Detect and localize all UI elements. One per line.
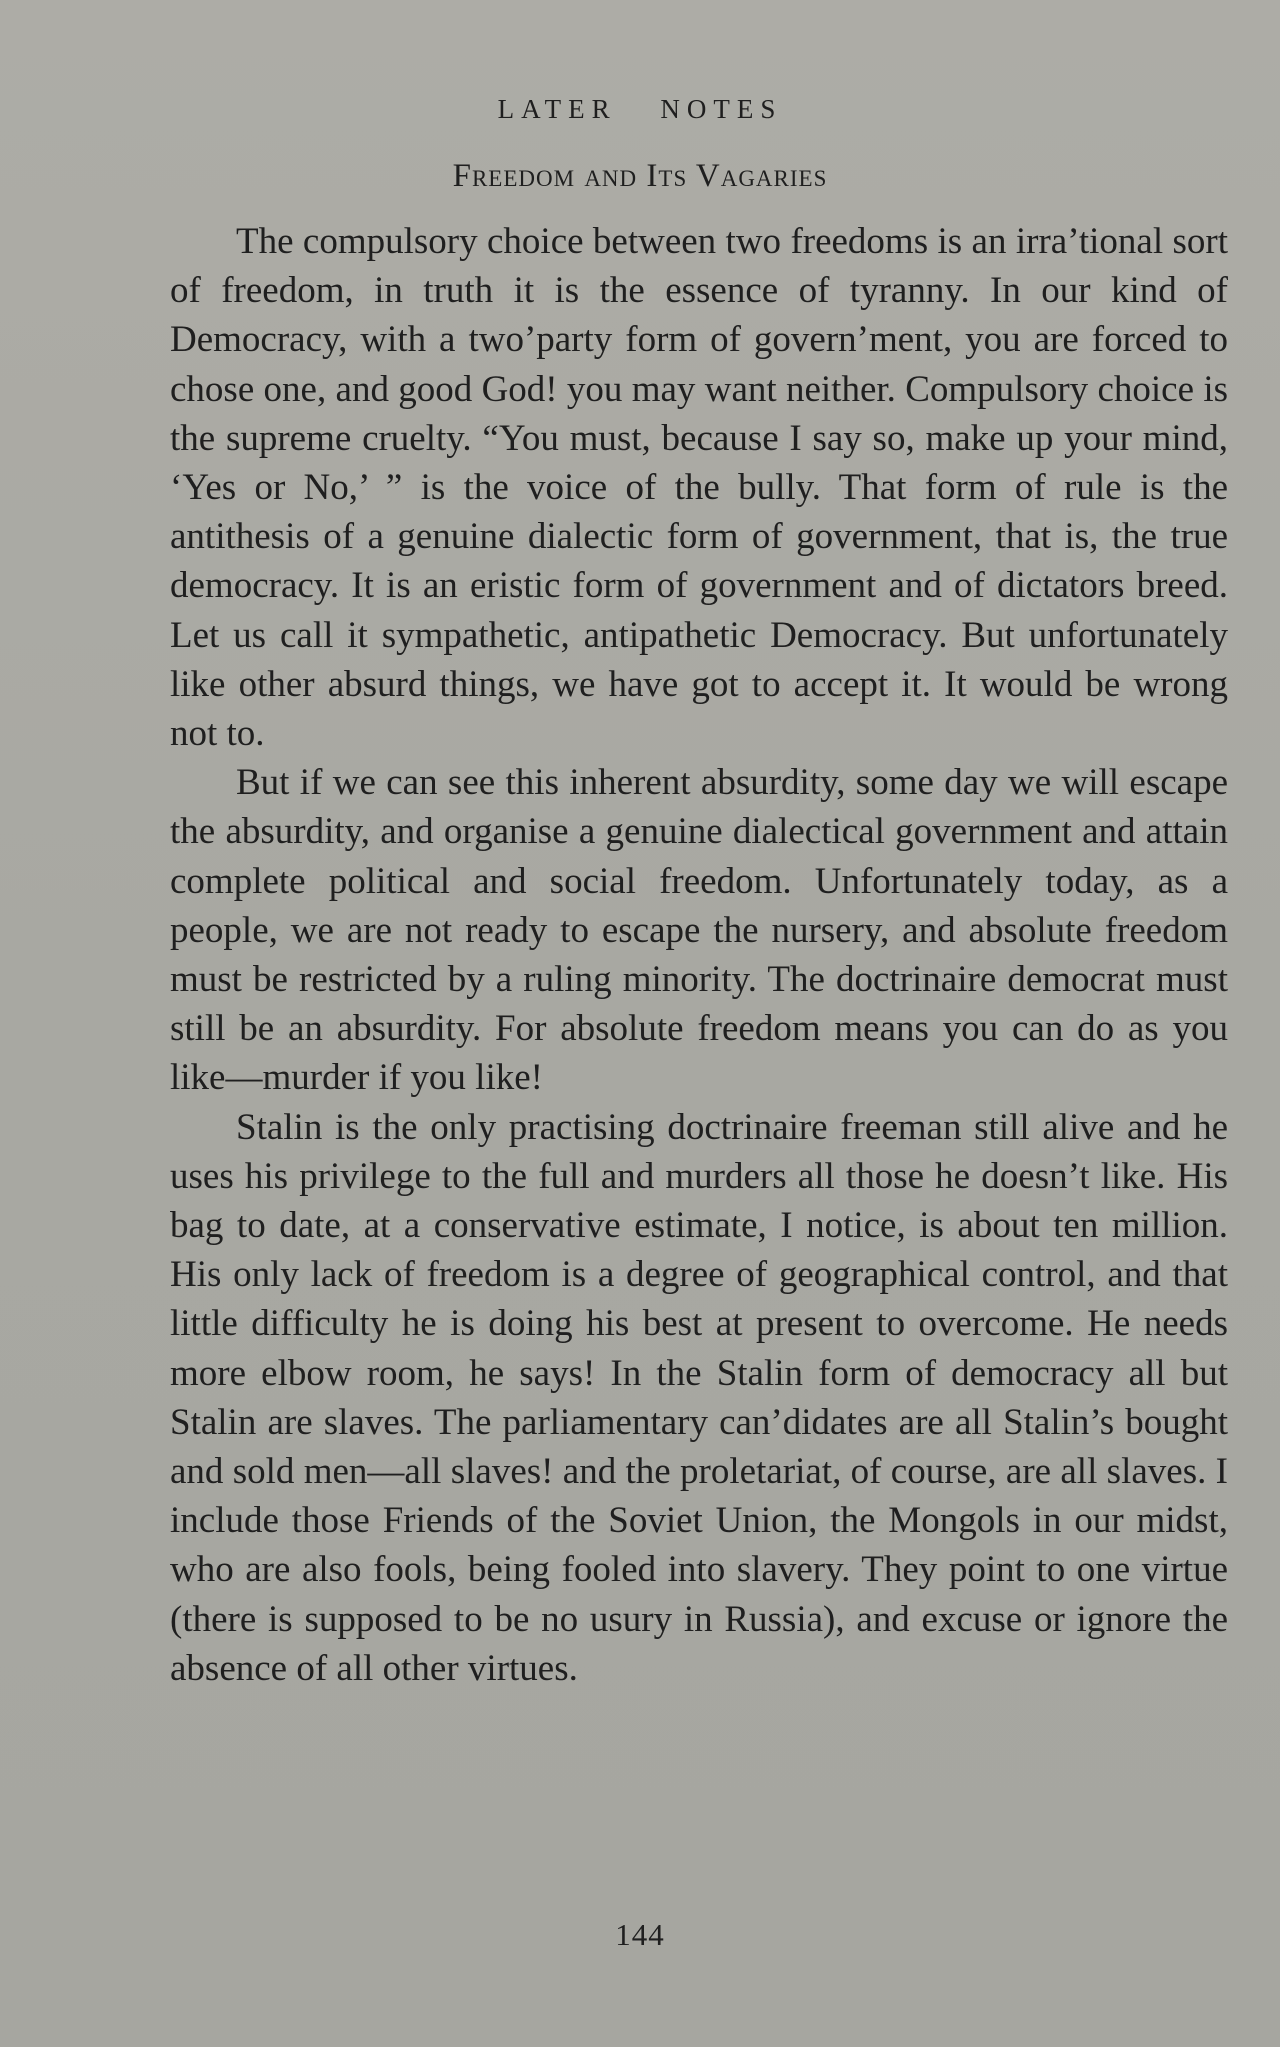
section-title: Freedom and Its Vagaries bbox=[452, 158, 828, 194]
page-number: 144 bbox=[615, 1917, 665, 1952]
paragraph: Stalin is the only practising doctrinaire freeman still alive and he uses his privilege to the full and murders all those he doesn’t like. His bag to date, at a conservative estimate, I notice, is about ten million. His only lack of freedom is a degree of geographical control, and that little difficulty he is doing his best at present to overcome. He needs more elbow room, he says! In the Stalin form of democracy all but Stalin are slaves. The parliamentary can’didates are all Stalin’s bought and sold men—all slaves! and the proletariat, of course, are all slaves. I include those Friends of the Soviet Union, the Mongols in our midst, who are also fools, being fooled into slavery. They point to one virtue (there is supposed to be no usury in Russia), and excuse or ignore the absence of all other virtues. bbox=[170, 1106, 1228, 1689]
paragraph: The compulsory choice between two freedoms is an irra’tional sort of freedom, in truth it is the essence of tyranny. In our kind of Democracy, with a two’party form of govern’ment, you are forced to chose one, and good God! you may want neither. Compulsory choice is the supreme cruelty. “You must, because I say so, make up your mind, ‘Yes or No,’ ” is the voice of the bully. That form of rule is the antithesis of a genuine dialectic form of government, that is, the true democracy. It is an eristic form of government and of dictators breed. Let us call it sympathetic, antipathetic Democracy. But unfortunately like other absurd things, we have got to accept it. It would be wrong not to. bbox=[170, 221, 1228, 755]
body-text bbox=[170, 217, 1228, 1693]
paragraph: But if we can see this inherent absurdity, some day we will escape the absurdity, and organise a genuine dialectical government and attain complete political and social freedom. Unfortunately today, as a people, we are not ready to escape the nursery, and absolute freedom must be restricted by a ruling minority. The doctrinaire democrat must still be an absurdity. For absolute freedom means you can do as you like—murder if you like! bbox=[170, 762, 1228, 1099]
running-head: LATER NOTES bbox=[497, 94, 783, 124]
